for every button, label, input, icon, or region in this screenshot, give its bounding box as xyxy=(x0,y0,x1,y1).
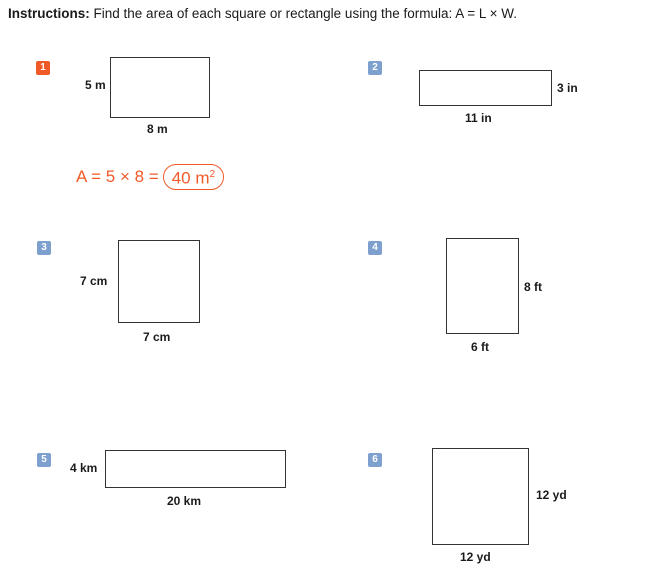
problem-3-number-badge: 3 xyxy=(37,241,51,255)
problem-4-width-label: 6 ft xyxy=(471,340,489,354)
problem-5-height-label: 4 km xyxy=(70,461,98,475)
problem-1-width-label: 8 m xyxy=(147,122,168,136)
problem-6-number-badge: 6 xyxy=(368,453,382,467)
problem-5-rectangle xyxy=(105,450,286,488)
problem-2-width-label: 11 in xyxy=(465,111,492,125)
problem-3-rectangle xyxy=(118,240,200,323)
problem-2-height-label: 3 in xyxy=(557,81,578,95)
problem-3-width-label: 7 cm xyxy=(143,330,171,344)
problem-2-rectangle xyxy=(419,70,552,106)
instructions xyxy=(8,6,517,21)
problem-6-height-label: 12 yd xyxy=(536,488,567,502)
problem-5-number-badge: 5 xyxy=(37,453,51,467)
problem-1-answer-oval xyxy=(163,164,224,190)
problem-6-rectangle xyxy=(432,448,529,545)
instructions-text: Find the area of each square or rectangle using the formula: A = L × W. xyxy=(93,6,518,21)
problem-1-answer xyxy=(76,164,224,190)
problem-2-number-badge: 2 xyxy=(368,61,382,75)
problem-3-height-label: 7 cm xyxy=(80,274,108,288)
problem-4-number-badge: 4 xyxy=(368,241,382,255)
problem-6-width-label: 12 yd xyxy=(460,550,491,564)
problem-1-number-badge: 1 xyxy=(36,61,50,75)
problem-4-height-label: 8 ft xyxy=(524,280,542,294)
problem-4-rectangle xyxy=(446,238,519,334)
problem-1-rectangle xyxy=(110,57,210,118)
problem-1-answer-exponent: 2 xyxy=(209,169,216,180)
instructions-label: Instructions: xyxy=(8,6,90,21)
problem-1-height-label: 5 m xyxy=(85,78,106,92)
problem-1-answer-equation: A = 5 × 8 = xyxy=(76,166,159,186)
problem-1-answer-value: 40 m xyxy=(171,168,210,188)
problem-5-width-label: 20 km xyxy=(167,494,202,508)
